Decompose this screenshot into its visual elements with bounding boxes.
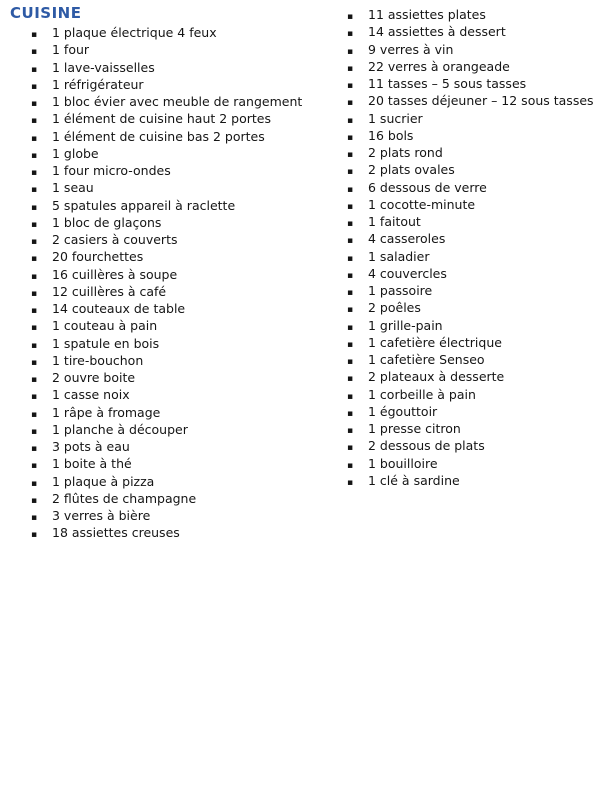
bullet-icon: ▪	[347, 132, 354, 143]
list-item-text: 1 cocotte-minute	[368, 196, 476, 212]
bullet-icon: ▪	[31, 392, 38, 403]
list-item-text: 3 verres à bière	[52, 508, 151, 523]
list-item	[31, 41, 340, 58]
bullet-icon: ▪	[31, 530, 38, 541]
list-item-text: 1 râpe à fromage	[52, 404, 161, 420]
bullet-icon: ▪	[347, 305, 354, 316]
bullet-icon: ▪	[347, 322, 354, 333]
bullet-icon: ▪	[31, 168, 38, 178]
bullet-icon: ▪	[31, 375, 38, 385]
list-item	[31, 507, 340, 524]
list-item	[31, 455, 340, 472]
bullet-icon: ▪	[347, 460, 354, 471]
bullet-icon: ▪	[347, 115, 354, 126]
list-item-text: 2 flûtes de champagne	[52, 490, 197, 506]
list-item	[347, 403, 609, 420]
list-item-text: 16 cuillères à soupe	[52, 266, 178, 282]
list-item-text: 6 dessous de verre	[368, 179, 487, 195]
list-item-text: 22 verres à orangeade	[368, 58, 510, 74]
right-column	[347, 6, 609, 489]
list-item	[31, 335, 340, 352]
bullet-icon: ▪	[347, 29, 354, 40]
list-item	[31, 421, 340, 438]
list-item-text: 1 boite à thé	[52, 456, 132, 472]
bullet-icon: ▪	[31, 150, 38, 161]
list-item	[31, 145, 340, 162]
list-item-text: 1 clé à sardine	[368, 472, 460, 488]
list-item	[31, 473, 340, 490]
list-item	[347, 213, 609, 230]
list-item-text: 14 assiettes à dessert	[368, 24, 506, 40]
list-item	[31, 214, 340, 231]
bullet-icon: ▪	[31, 323, 38, 334]
list-item	[347, 368, 609, 385]
bullet-icon: ▪	[347, 339, 354, 350]
list-item-text: 18 assiettes creuses	[52, 525, 180, 541]
inventory-list-left	[10, 24, 340, 542]
list-item-text: 9 verres à vin	[368, 41, 454, 57]
list-item	[31, 490, 340, 507]
bullet-icon: ▪	[31, 133, 38, 144]
bullet-icon: ▪	[31, 254, 38, 265]
list-item	[31, 352, 340, 369]
bullet-icon: ▪	[31, 478, 38, 489]
bullet-icon: ▪	[31, 237, 38, 247]
list-item	[347, 265, 609, 282]
list-item	[31, 197, 340, 214]
list-item	[31, 404, 340, 421]
list-item-text: 1 bloc évier avec meuble de rangement	[52, 94, 303, 109]
list-item-text: 2 plats rond	[368, 145, 443, 160]
bullet-icon: ▪	[31, 426, 38, 437]
list-item-text: 1 seau	[52, 180, 94, 196]
bullet-icon: ▪	[31, 271, 38, 282]
list-item-text: 1 plaque à pizza	[52, 473, 155, 489]
list-item	[347, 455, 609, 472]
bullet-icon: ▪	[347, 63, 354, 74]
bullet-icon: ▪	[347, 408, 354, 419]
bullet-icon: ▪	[347, 391, 354, 402]
list-item	[347, 334, 609, 351]
bullet-icon: ▪	[347, 374, 354, 385]
bullet-icon: ▪	[347, 98, 354, 109]
list-item-text: 11 assiettes plates	[368, 7, 486, 22]
list-item	[31, 179, 340, 196]
list-item-text: 5 spatules appareil à raclette	[52, 197, 236, 213]
list-item-text: 2 plateaux à desserte	[368, 369, 505, 385]
bullet-icon: ▪	[347, 219, 354, 229]
list-item-text: 2 ouvre boite	[52, 370, 136, 385]
bullet-icon: ▪	[347, 443, 354, 454]
bullet-icon: ▪	[31, 30, 38, 40]
list-item-text: 1 four micro-ondes	[52, 163, 171, 178]
inventory-list-right	[347, 6, 609, 489]
list-item-text: 1 lave-vaisselles	[52, 59, 155, 75]
bullet-icon: ▪	[347, 12, 354, 22]
list-item	[31, 386, 340, 403]
bullet-icon: ▪	[31, 513, 38, 523]
list-item-text: 4 couvercles	[368, 265, 447, 281]
bullet-icon: ▪	[31, 64, 38, 75]
list-item-text: 14 couteaux de table	[52, 301, 186, 316]
list-item	[31, 248, 340, 265]
list-item	[347, 179, 609, 196]
list-item	[347, 248, 609, 265]
list-item-text: 1 cafetière électrique	[368, 334, 502, 350]
list-item	[347, 110, 609, 127]
bullet-icon: ▪	[347, 201, 354, 212]
list-item-text: 1 casse noix	[52, 387, 130, 403]
left-column	[10, 4, 340, 542]
bullet-icon: ▪	[347, 477, 354, 488]
list-item-text: 2 casiers à couverts	[52, 232, 178, 247]
bullet-icon: ▪	[31, 219, 38, 230]
list-item-text: 16 bols	[368, 127, 414, 143]
bullet-icon: ▪	[347, 357, 354, 367]
list-item	[31, 231, 340, 248]
list-item	[347, 127, 609, 144]
bullet-icon: ▪	[347, 236, 354, 247]
list-item	[31, 524, 340, 541]
list-item-text: 1 saladier	[368, 248, 430, 264]
list-item-text: 2 plats ovales	[368, 162, 455, 178]
list-item-text: 4 casseroles	[368, 231, 446, 247]
list-item	[347, 161, 609, 178]
list-item	[347, 23, 609, 40]
bullet-icon: ▪	[347, 426, 354, 436]
bullet-icon: ▪	[347, 270, 354, 281]
bullet-icon: ▪	[31, 202, 38, 213]
list-item-text: 20 fourchettes	[52, 249, 144, 265]
list-item	[347, 196, 609, 213]
list-item-text: 11 tasses – 5 sous tasses	[368, 76, 527, 91]
list-item	[347, 144, 609, 161]
bullet-icon: ▪	[31, 47, 38, 58]
list-item-text: 1 globe	[52, 145, 99, 161]
list-item-text: 2 poêles	[368, 300, 421, 316]
list-item	[31, 283, 340, 300]
list-item-text: 1 four	[52, 42, 90, 58]
list-item-text: 1 élément de cuisine haut 2 portes	[52, 111, 272, 127]
list-item-text: 1 bouilloire	[368, 455, 438, 471]
list-item	[347, 299, 609, 316]
bullet-icon: ▪	[31, 495, 38, 506]
list-item-text: 1 tire-bouchon	[52, 352, 144, 368]
bullet-icon: ▪	[31, 81, 38, 92]
bullet-icon: ▪	[347, 150, 354, 160]
bullet-icon: ▪	[31, 444, 38, 454]
list-item	[347, 75, 609, 92]
list-item	[347, 282, 609, 299]
list-item	[31, 59, 340, 76]
list-item-text: 1 passoire	[368, 283, 433, 298]
list-item	[31, 369, 340, 386]
list-item	[31, 93, 340, 110]
list-item	[31, 438, 340, 455]
bullet-icon: ▪	[347, 81, 354, 91]
list-item	[31, 317, 340, 334]
list-item-text: 1 bloc de glaçons	[52, 214, 162, 230]
list-item	[31, 24, 340, 41]
list-item	[31, 266, 340, 283]
list-item	[347, 317, 609, 334]
list-item	[347, 420, 609, 437]
list-item-text: 1 faitout	[368, 214, 421, 229]
bullet-icon: ▪	[31, 116, 38, 127]
list-item	[31, 128, 340, 145]
list-item-text: 1 plaque électrique 4 feux	[52, 25, 217, 40]
list-item	[347, 58, 609, 75]
list-item-text: 1 sucrier	[368, 110, 423, 126]
list-item-text: 1 grille-pain	[368, 317, 443, 333]
list-item	[347, 437, 609, 454]
list-item-text: 20 tasses déjeuner – 12 sous tasses	[368, 93, 594, 109]
list-item-text: 2 dessous de plats	[368, 438, 485, 454]
bullet-icon: ▪	[31, 340, 38, 351]
list-item-text: 1 spatule en bois	[52, 335, 160, 351]
list-item	[347, 351, 609, 368]
bullet-icon: ▪	[31, 409, 38, 420]
list-item	[31, 162, 340, 179]
list-item-text: 1 réfrigérateur	[52, 76, 144, 92]
list-item-text: 1 planche à découper	[52, 421, 188, 437]
bullet-icon: ▪	[347, 184, 354, 195]
bullet-icon: ▪	[31, 306, 38, 316]
bullet-icon: ▪	[347, 288, 354, 298]
list-item	[347, 472, 609, 489]
list-item	[347, 41, 609, 58]
bullet-icon: ▪	[31, 99, 38, 109]
bullet-icon: ▪	[31, 461, 38, 472]
bullet-icon: ▪	[347, 167, 354, 178]
bullet-icon: ▪	[31, 288, 38, 299]
bullet-icon: ▪	[347, 253, 354, 264]
list-item-text: 3 pots à eau	[52, 439, 130, 454]
list-item-text: 12 cuillères à café	[52, 283, 167, 299]
list-item	[31, 300, 340, 317]
list-item	[347, 6, 609, 23]
list-item	[31, 76, 340, 93]
list-item	[347, 92, 609, 109]
list-item-text: 1 couteau à pain	[52, 318, 158, 334]
bullet-icon: ▪	[31, 185, 38, 196]
list-item	[347, 230, 609, 247]
list-item-text: 1 cafetière Senseo	[368, 352, 485, 367]
list-item-text: 1 élément de cuisine bas 2 portes	[52, 128, 265, 144]
list-item-text: 1 presse citron	[368, 421, 461, 436]
bullet-icon: ▪	[31, 357, 38, 368]
list-item	[31, 110, 340, 127]
list-item-text: 1 égouttoir	[368, 403, 438, 419]
list-item	[347, 386, 609, 403]
bullet-icon: ▪	[347, 46, 354, 57]
page-title: CUISINE	[10, 4, 82, 22]
list-item-text: 1 corbeille à pain	[368, 386, 476, 402]
